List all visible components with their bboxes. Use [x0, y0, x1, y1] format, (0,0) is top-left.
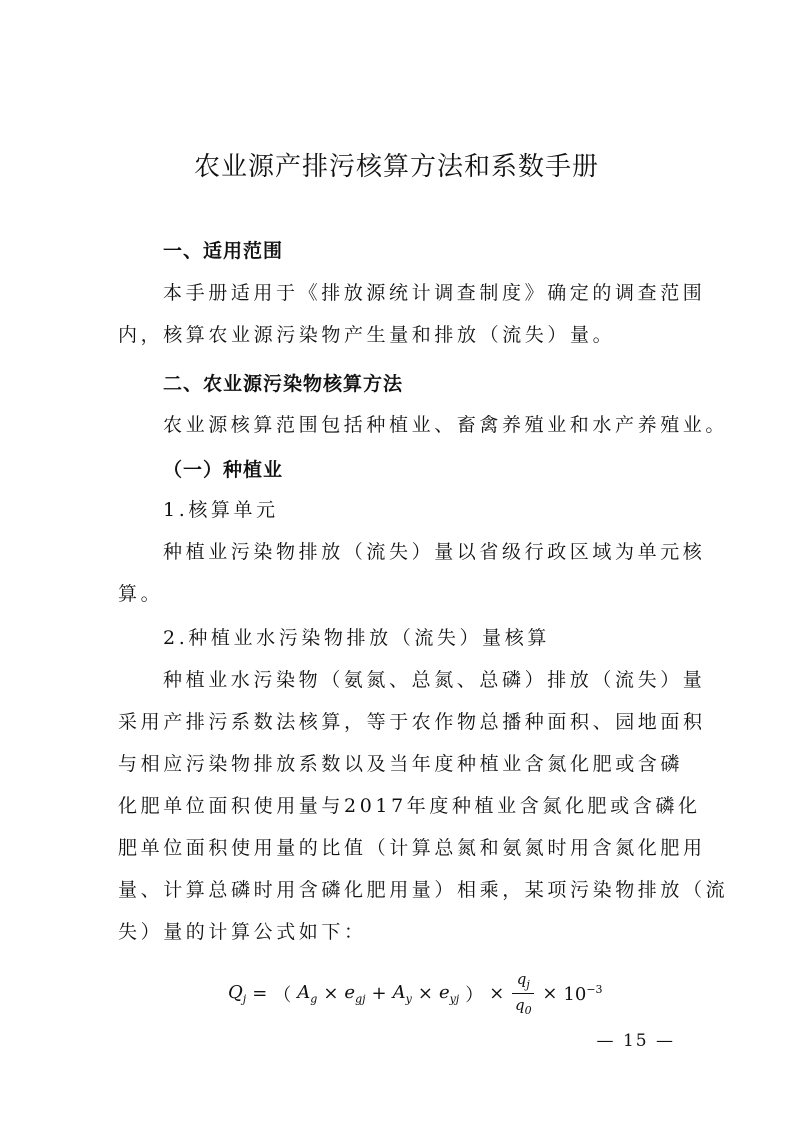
- formula-times: ×: [417, 983, 433, 1004]
- text-line: 量、计算总磷时用含磷化肥用量）相乘，某项污染物排放（流: [118, 879, 729, 901]
- text-line: 种植业污染物排放（流失）量以省级行政区域为单元核: [163, 541, 706, 563]
- item-heading-unit: [118, 489, 678, 531]
- formula-times: ×: [323, 983, 339, 1004]
- text-line: 失）量的计算公式如下：: [118, 921, 367, 943]
- text-line: 农业源核算范围包括种植业、畜禽养殖业和水产养殖业。: [163, 414, 729, 436]
- formula-area-y: $A_y$: [392, 981, 412, 1006]
- text-line: 与相应污染物排放系数以及当年度种植业含氮化肥或含磷: [118, 753, 684, 775]
- text-line: 内，核算农业源污染物产生量和排放（流失）量。: [118, 324, 616, 346]
- text-line: 1.核算单元: [163, 499, 279, 521]
- item-heading-water-pollutants: [118, 617, 678, 659]
- section-heading-scope: 一、适用范围: [163, 240, 284, 262]
- formula-fraction: [512, 970, 534, 1017]
- formula-coef-yj: $e_{yj}$: [438, 981, 460, 1006]
- emission-formula: [228, 970, 603, 1017]
- paragraph-scope: [118, 272, 706, 356]
- formula-times: ×: [542, 983, 558, 1004]
- text-line: 算。: [118, 583, 164, 605]
- subsection-heading-planting: （一）种植业: [163, 459, 284, 481]
- formula-area-g: $A_g$: [297, 981, 318, 1006]
- formula-plus: +: [371, 983, 387, 1004]
- fraction-numerator: $q_j$: [516, 970, 530, 991]
- section-heading-methods: 二、农业源污染物核算方法: [163, 373, 404, 395]
- text-line: 肥单位面积使用量的比值（计算总氮和氨氮时用含氮化肥用: [118, 837, 706, 859]
- paragraph-water-pollutants: [118, 659, 729, 953]
- paragraph-unit: [118, 531, 706, 615]
- formula-close-paren: ）: [465, 984, 484, 1006]
- text-line: 2.种植业水污染物排放（流失）量核算: [163, 627, 550, 649]
- fraction-bar: [512, 993, 534, 994]
- paragraph-methods: [118, 404, 729, 446]
- formula-equals: =: [252, 983, 268, 1004]
- text-line: 种植业水污染物（氨氮、总氮、总磷）排放（流失）量: [163, 669, 706, 691]
- page-number: — 15 —: [596, 1031, 675, 1051]
- formula-coef-gj: $e_{gj}$: [344, 981, 366, 1006]
- page-title: 农业源产排污核算方法和系数手册: [193, 152, 599, 182]
- text-line: 采用产排污系数法核算，等于农作物总播种面积、园地面积: [118, 711, 706, 733]
- formula-open-paren: （: [273, 984, 292, 1006]
- fraction-denominator: $q_0$: [515, 996, 532, 1017]
- formula-times: ×: [489, 983, 505, 1004]
- formula-power: $10^{-3}$: [563, 982, 603, 1005]
- text-line: 本手册适用于《排放源统计调查制度》确定的调查范围: [163, 282, 706, 304]
- text-line: 化肥单位面积使用量与2017年度种植业含氮化肥或含磷化: [118, 795, 701, 817]
- formula-lhs: $Q_j$: [228, 981, 247, 1006]
